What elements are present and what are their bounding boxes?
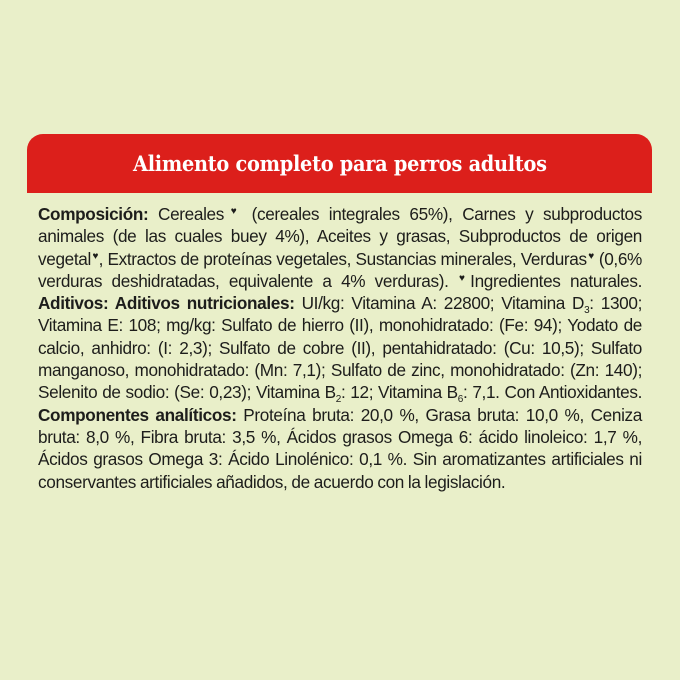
subscript: 6	[457, 394, 464, 406]
heart-icon: ♥	[459, 272, 471, 284]
additives-text: : 12; Vitamina B	[340, 382, 458, 403]
additives-heading: Aditivos:	[38, 293, 109, 314]
additives-text: : 1300; Vitamina E: 108; mg/kg: Sulfato de hierro (II), monohidratado: (Fe: 94); Yodato de calcio, anhidro: (I: 2,3); Sulfato de cobre (II), pentahidratado: (Cu: 10,5); Sulfato manganoso, monohidratado: (Mn: 7,1); Sulfato de zinc, monohidratado: (Zn: 140); Selenito de sodio: (Se: 0,23); Vitamina B	[38, 293, 642, 403]
ingredients-label-text	[38, 203, 642, 493]
analytical-components-heading: Componentes analíticos:	[38, 404, 237, 425]
subscript: 2	[335, 394, 341, 406]
product-title: Alimento completo para perros adultos	[132, 151, 547, 176]
composition-heading: Composición:	[38, 204, 149, 224]
additives-text: UI/kg: Vitamina A: 22800; Vitamina D	[294, 293, 585, 314]
heart-icon: ♥	[587, 250, 595, 262]
heart-icon: ♥	[91, 250, 99, 262]
nutritional-additives-heading: Aditivos nutricionales:	[108, 293, 295, 314]
composition-text: , Extractos de proteínas vegetales, Sustancias minerales, Verduras	[98, 248, 587, 269]
composition-text: (0,6% verduras deshidratadas, equivalente a 4% verduras).	[38, 248, 642, 291]
additives-text: : 7,1. Con Antioxidantes.	[463, 382, 642, 403]
heart-icon: ♥	[225, 206, 242, 217]
subscript: 3	[584, 305, 590, 317]
composition-text: (cereales integrales 65%), Carnes y subproductos animales (de las cuales buey 4%), Aceites y grasas, Subproductos de origen vegetal	[38, 204, 642, 269]
analytical-components-text: Proteína bruta: 20,0 %, Grasa bruta: 10,0 %, Ceniza bruta: 8,0 %, Fibra bruta: 3,5 %, Ácidos grasos Omega 6: ácido linoleico: 1,7 %, Ácidos grasos Omega 3: Ácido Linolénico: 0,1 %. Sin aromatizantes artificiales ni conservantes artificiales añadidos, de acuerdo con la legislación.	[38, 404, 642, 492]
composition-text: Cereales	[148, 204, 224, 224]
natural-ingredients-note: Ingredientes naturales.	[470, 270, 643, 291]
product-title-banner	[27, 134, 652, 193]
